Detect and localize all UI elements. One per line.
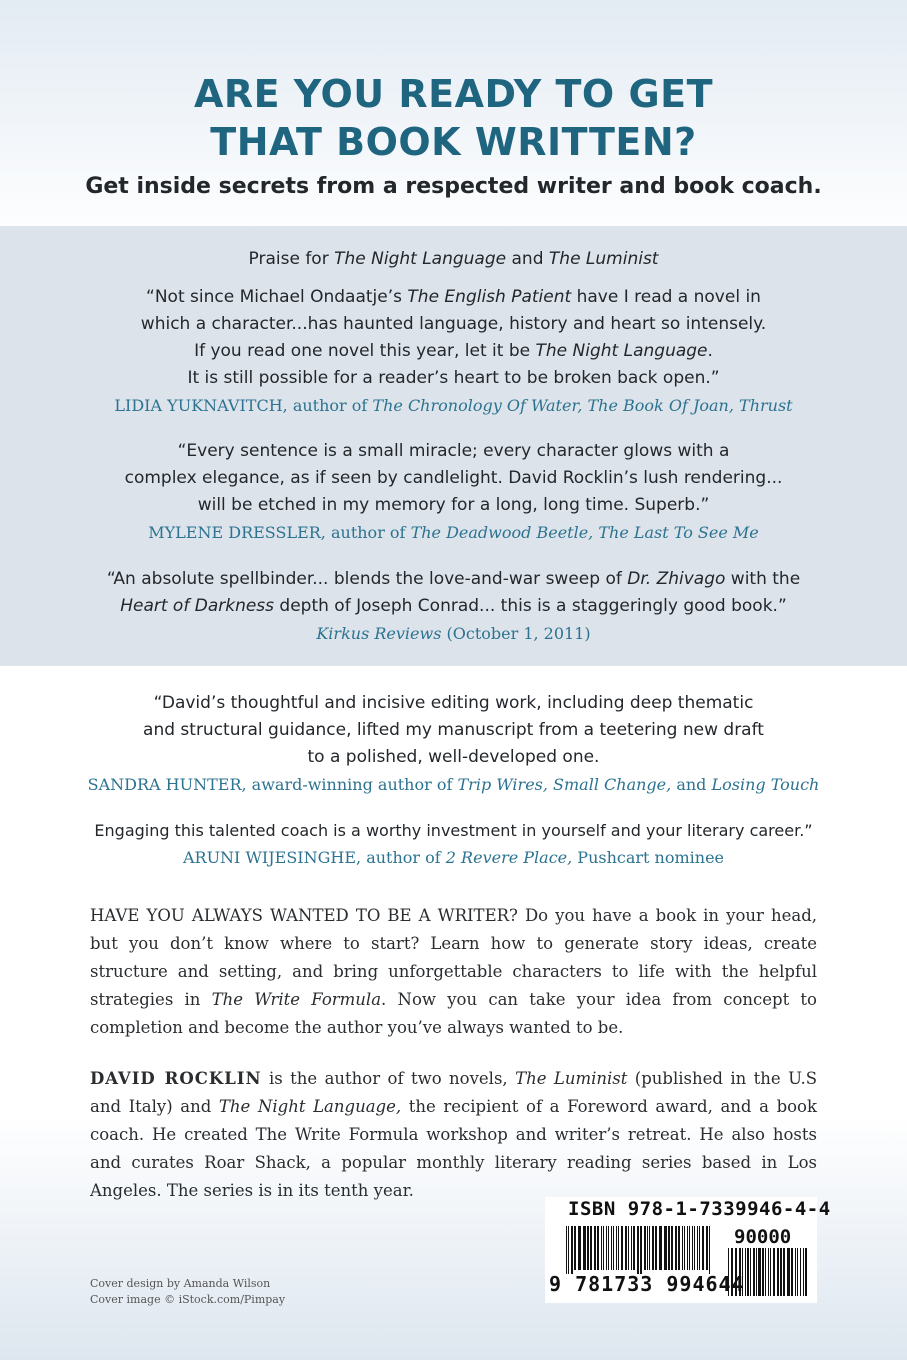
barcode-bar [644, 1226, 646, 1270]
barcode-bar [702, 1226, 704, 1270]
price-bar [765, 1248, 766, 1296]
quote3-line1a: “An absolute spellbinder... blends the love-and-war sweep of [106, 569, 628, 589]
barcode-bar [647, 1226, 648, 1270]
headline-line-2: THAT BOOK WRITTEN? [210, 120, 697, 164]
barcode-bar [649, 1226, 650, 1270]
quote2-works: The Deadwood Beetle, The Last To See Me [410, 523, 759, 542]
barcode-bar [655, 1226, 657, 1270]
barcode-bar [597, 1226, 599, 1270]
praise-intro-and: and [506, 249, 549, 269]
quote4-work-2: Losing Touch [711, 775, 820, 794]
barcode-bar [694, 1226, 695, 1270]
quote4-line1: “David’s thoughtful and incisive editing work, including deep thematic [153, 693, 754, 713]
isbn-label: ISBN 978-1-7339946-4-4 [568, 1198, 831, 1220]
quote2-line1: “Every sentence is a small miracle; every character glows with a [177, 441, 730, 461]
price-bar [795, 1248, 796, 1296]
price-bar [758, 1248, 761, 1296]
quote3-source: Kirkus Reviews [316, 624, 442, 643]
quote3-line2a: Heart of Darkness [120, 596, 275, 616]
barcode-bar [687, 1226, 688, 1270]
barcode-bar [652, 1226, 654, 1270]
quote1-line3b: The Night Language [535, 341, 708, 361]
barcode-bar [631, 1226, 632, 1270]
barcode-bar [574, 1226, 576, 1270]
quote2-author-of: author of [325, 523, 411, 542]
credit-image: Cover image © iStock.com/Pimpay [90, 1293, 286, 1306]
quote1-line1c: have I read a novel in [571, 287, 761, 307]
barcode-bar [613, 1226, 614, 1270]
price-bar [753, 1248, 755, 1296]
barcode-bar [625, 1226, 627, 1270]
barcode-bar [587, 1226, 589, 1270]
barcode-bar [571, 1226, 573, 1274]
barcode-bar [689, 1226, 690, 1270]
quote5-tail: Pushcart nominee [572, 848, 725, 867]
barcode-bar [664, 1226, 667, 1270]
barcode-bar [668, 1226, 670, 1270]
quote2-line2: complex elegance, as if seen by candlelight. David Rocklin’s lush rendering... [124, 468, 783, 488]
quote2-author: MYLENE DRESSLER, [148, 523, 326, 542]
quote1-author-of: author of [287, 396, 373, 415]
barcode-bar [608, 1226, 609, 1270]
price-bar [787, 1248, 790, 1296]
price-bar [780, 1248, 782, 1296]
quote4-and: and [671, 775, 712, 794]
bio-text-b: (published in the U.S and Italy) and [90, 1069, 818, 1116]
quote1-line2: which a character...has haunted language, history and heart so intensely. [140, 314, 767, 334]
quote5-author-of: author of [361, 848, 446, 867]
barcode-bar [603, 1226, 604, 1270]
pitch-text-a: HAVE YOU ALWAYS WANTED TO BE A WRITER? Do you have a book in your head, but you don’t know where to start? Learn how to generate story ideas, create structure and setting, and bring unforgettable characters to life with the helpful strategies in [90, 906, 817, 1009]
price-bar [756, 1248, 757, 1296]
price-bar [745, 1248, 746, 1296]
bio-text-a: is the author of two novels, [261, 1069, 516, 1088]
credit-design: Cover design by Amanda Wilson [90, 1277, 271, 1290]
price-bar [797, 1248, 798, 1296]
quote4-work-1: Trip Wires, Small Change, [457, 775, 672, 794]
pitch-text-b: . Now you can take your idea from concept to completion and become the author you’ve always wanted to be. [90, 990, 817, 1037]
price-bar [768, 1248, 769, 1296]
barcode-bar [671, 1226, 673, 1270]
barcode-bar [618, 1226, 619, 1270]
barcode-bar [594, 1226, 596, 1270]
pitch-title: The Write Formula [211, 990, 382, 1009]
quote5-author: ARUNI WIJESINGHE, [182, 848, 362, 867]
barcode-bar [611, 1226, 612, 1270]
ean-digits: 9 781733 994644 [549, 1272, 745, 1296]
quote2-line3: will be etched in my memory for a long, long time. Superb.” [197, 495, 710, 515]
quote3-date: (October 1, 2011) [441, 624, 591, 643]
barcode-bar [578, 1226, 581, 1270]
price-bar [777, 1248, 779, 1296]
barcode-bar [706, 1226, 708, 1270]
headline-line-1: ARE YOU READY TO GET [193, 72, 714, 116]
barcode-bar [637, 1226, 639, 1274]
quote4-line2: and structural guidance, lifted my manuscript from a teetering new draft [143, 720, 764, 740]
barcode-bar [699, 1226, 700, 1270]
barcode-bar [583, 1226, 586, 1270]
bio-title-2: The Night Language, [218, 1097, 402, 1116]
barcode-bar [692, 1226, 693, 1270]
price-bar [783, 1248, 785, 1296]
barcode-bar [621, 1226, 623, 1270]
quote4-author-of: award-winning author of [246, 775, 458, 794]
barcode-bar [659, 1226, 662, 1270]
bio-title-1: The Luminist [515, 1069, 628, 1088]
quote1-works: The Chronology Of Water, The Book Of Joan, Thrust [372, 396, 793, 415]
barcode-bar [568, 1226, 569, 1274]
price-bar [773, 1248, 775, 1296]
quote5-line1: Engaging this talented coach is a worthy investment in yourself and your literary career.” [94, 821, 813, 840]
barcode-bar [709, 1226, 710, 1274]
quote3-line1b: Dr. Zhivago [627, 569, 726, 589]
bio-name: DAVID ROCKLIN [90, 1069, 262, 1088]
barcode-bar [675, 1226, 677, 1270]
price-bar [800, 1248, 801, 1296]
bio-text-c: the recipient of a Foreword award, and a book coach. He created The Write Formula workshop and writer’s retreat. He also hosts and curates Roar Shack, a popular monthly literary reading series based in Los Angeles. The series is in its tenth year. [90, 1097, 817, 1200]
price-bar [791, 1248, 793, 1296]
barcode-bar [616, 1226, 617, 1270]
quote3-line1c: with the [725, 569, 801, 589]
barcode-bar [590, 1226, 592, 1270]
barcode-bar [697, 1226, 698, 1270]
quote3-line2b: depth of Joseph Conrad... this is a staggeringly good book.” [274, 596, 787, 616]
quote1-line1a: “Not since Michael Ondaatje’s [146, 287, 408, 307]
praise-intro-title-2: The Luminist [548, 249, 659, 269]
price-bar [750, 1248, 751, 1296]
barcode-bar [566, 1226, 567, 1274]
quote1-line1b: The English Patient [407, 287, 572, 307]
praise-intro-prefix: Praise for [248, 249, 335, 269]
quote4-line3: to a polished, well-developed one. [307, 747, 600, 767]
barcode-bar [682, 1226, 683, 1270]
price-bar [762, 1248, 764, 1296]
quote1-line3a: If you read one novel this year, let it be [194, 341, 536, 361]
quote5-work: 2 Revere Place, [445, 848, 573, 867]
price-code: 90000 [734, 1226, 792, 1248]
quote1-line3c: . [707, 341, 713, 361]
barcode-bar [606, 1226, 607, 1270]
quote1-line4: It is still possible for a reader’s heart to be broken back open.” [187, 368, 720, 388]
praise-intro-title-1: The Night Language [334, 249, 507, 269]
barcode-bar [601, 1226, 602, 1270]
price-bar [805, 1248, 807, 1296]
quote1-author: LIDIA YUKNAVITCH, [114, 396, 288, 415]
price-bar [803, 1248, 804, 1296]
quote4-author: SANDRA HUNTER, [87, 775, 247, 794]
barcode-bar [684, 1226, 685, 1270]
price-bar [747, 1248, 749, 1296]
subheadline: Get inside secrets from a respected writer and book coach. [85, 174, 822, 199]
barcode-bar [640, 1226, 642, 1274]
price-bar [770, 1248, 771, 1296]
barcode-bar [628, 1226, 629, 1270]
barcode-bar [633, 1226, 635, 1270]
ean-bar-group [566, 1226, 710, 1274]
barcode-bar [678, 1226, 680, 1270]
